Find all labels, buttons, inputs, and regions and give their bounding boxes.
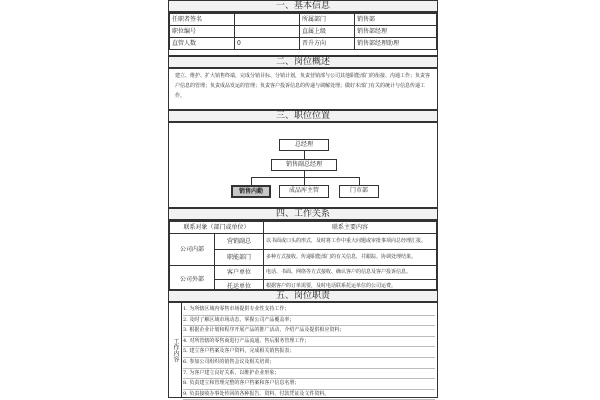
relations-target: 营销副总: [215, 234, 264, 250]
relations-head-content: 联系主要内容: [264, 222, 437, 234]
relations-content: 电话、书面、网络等方式接收、确认客户的信息及客户投诉信息。: [264, 266, 437, 280]
table-row: [170, 266, 437, 280]
relations-external-label: 公司外部: [170, 266, 215, 294]
label-supervisor: 直属上级: [300, 26, 355, 38]
org-node-general-manager: 总经理: [279, 139, 329, 151]
duties-box: [168, 302, 438, 398]
relations-target: 职能部门: [215, 250, 264, 266]
relations-content: 根据客户的订单需要，及时电话联系托运单位的公司运费。: [264, 280, 437, 294]
label-direct-reports: 直管人数: [170, 38, 235, 50]
section-duties-title: 五、岗位职责: [168, 290, 438, 302]
org-node-sales-clerk: 销售内勤: [231, 185, 271, 198]
value-position-id: [235, 26, 300, 38]
section-position-title: 三、职位位置: [168, 110, 438, 122]
duty-item: 2. 及时了解区域市场动态，掌握公司产品覆盖率；: [183, 316, 435, 327]
table-row: [170, 222, 437, 234]
relations-internal-label: 公司内部: [170, 234, 215, 266]
org-connector: [359, 177, 360, 185]
table-row: [170, 38, 437, 50]
value-supervisor: 销售部经理: [355, 26, 437, 38]
org-connector: [304, 151, 305, 159]
org-connector: [304, 177, 305, 185]
relations-target: 托运单位: [215, 280, 264, 294]
table-row: [170, 14, 437, 26]
duty-item: 1. 为所辖区域内零售市场提供专业性支持工作；: [183, 305, 435, 316]
duties-list: [183, 305, 435, 400]
value-department: 销售部: [355, 14, 437, 26]
relations-head-target: 联系对象（部门或单位）: [170, 222, 264, 234]
relations-target: 客户单位: [215, 266, 264, 280]
org-node-warehouse: 成品库主管: [279, 185, 329, 198]
section-relations-title: 四、工作关系: [168, 208, 438, 220]
summary-text: 建立、维护、扩大销售终端，完成分销目标、分销计划，负责营销部与公司其他职能部门的衔接、沟通工作；负责客户信息的管理；负责成品发运的管理；负责客户投诉信息的传递与调解处理；做好本部门有关的统计与信息传递工作。: [168, 68, 438, 110]
label-position-id: 职位编号: [170, 26, 235, 38]
org-node-sales-vp: 销售副总经理: [271, 159, 337, 171]
org-connector: [251, 177, 359, 178]
label-department: 所属部门: [300, 14, 355, 26]
duty-item: 8. 负责建立和管理完整的客户档案和客户信息名册；: [183, 379, 435, 390]
org-connector: [251, 177, 252, 185]
duty-item: 4. 对所管辖的零售商进行产品流通、售后服务管理工作；: [183, 337, 435, 348]
duty-item: 5. 建立客户档案及客户资料，完成相关销售报表；: [183, 347, 435, 358]
label-promotion: 晋升方向: [300, 38, 355, 50]
basic-info-table: [168, 12, 438, 56]
duties-label: 工作内容: [169, 303, 182, 397]
org-node-store: 门市部: [339, 185, 379, 198]
table-row: [170, 26, 437, 38]
job-description-page: [168, 0, 438, 400]
relations-table: [168, 220, 438, 290]
relations-content: 以书面或口头的形式，及时将工作中重大问题或审批事项向总经理汇报。: [264, 234, 437, 250]
value-signature: [235, 14, 300, 26]
table-row: [170, 234, 437, 250]
org-chart: [168, 122, 438, 208]
relations-content: 多种方式接收、传递职能部门的有关信息，并跟踪、协调处理结果。: [264, 250, 437, 266]
duty-item: 7. 为客户建立良好关系，以维护企业形象；: [183, 369, 435, 380]
value-direct-reports: 0: [235, 38, 300, 50]
duty-item: 3. 根据企业计划和程序开展产品的推广活动，介绍产品及提供相应资料；: [183, 326, 435, 337]
value-promotion: 销售部经理助理: [355, 38, 437, 50]
duty-item: 6. 参加公司组织的销售会议及相关培训；: [183, 358, 435, 369]
label-signature: 任职者签名: [170, 14, 235, 26]
duty-item: 9. 负责接收办事处传回的各种报告、资料、付款凭证及文件资料。: [183, 390, 435, 400]
section-basic-title: 一、基本信息: [168, 0, 438, 12]
section-summary-title: 二、岗位概述: [168, 56, 438, 68]
